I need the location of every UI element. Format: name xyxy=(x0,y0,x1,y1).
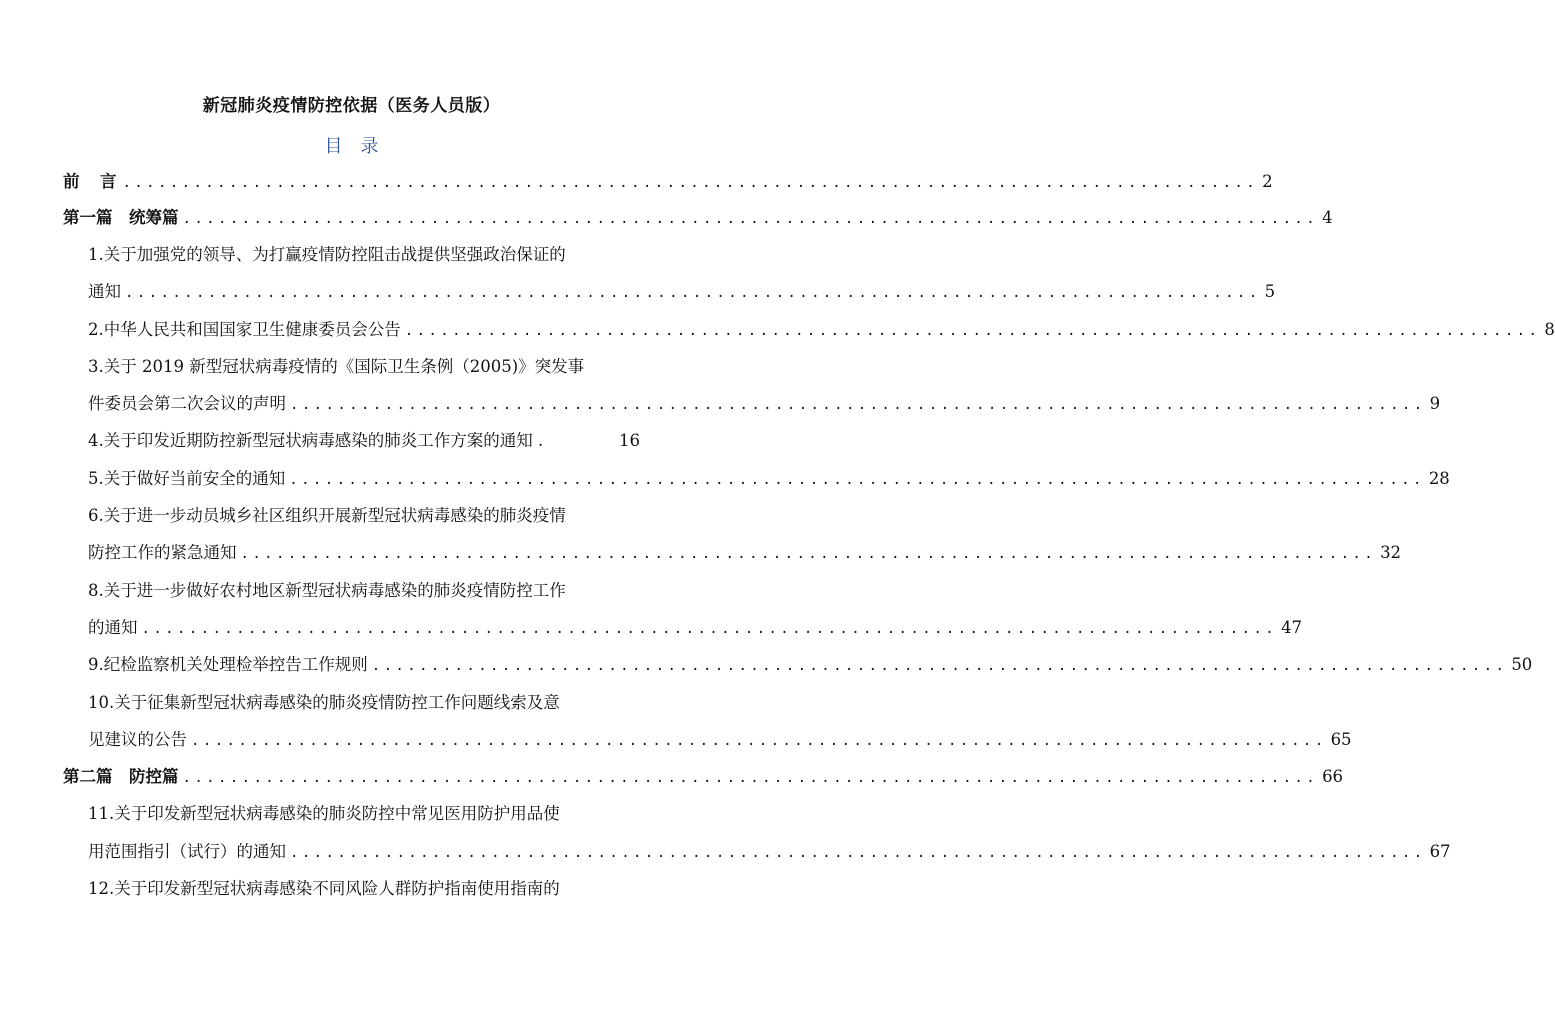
toc-entry-8-cont[interactable]: 的通知 ................................................................................................ 47 xyxy=(88,615,640,641)
toc-section-label: 第二篇 防控篇 xyxy=(63,767,179,786)
toc-entry-label: 4.关于印发近期防控新型冠状病毒感染的肺炎工作方案的通知 . xyxy=(88,431,544,450)
toc-heading: 目 录 xyxy=(324,136,379,157)
toc-entry-label: 防控工作的紧急通知 xyxy=(88,543,237,562)
toc-page-number: 8 xyxy=(1544,320,1555,339)
toc-entry-label: 见建议的公告 xyxy=(88,730,187,749)
toc-entry-label: 11.关于印发新型冠状病毒感染的肺炎防控中常见医用防护用品使 xyxy=(88,804,560,823)
toc-section-label: 第一篇 统筹篇 xyxy=(63,208,179,227)
toc-entry-label: 2.中华人民共和国国家卫生健康委员会公告 xyxy=(88,320,401,339)
document-title: 新冠肺炎疫情防控依据（医务人员版） xyxy=(202,96,501,116)
toc-entry-6[interactable] xyxy=(88,503,640,529)
toc-page-number: 2 xyxy=(1262,172,1273,191)
toc-entry-6-cont[interactable]: 防控工作的紧急通知 ................................................................................................ 32 xyxy=(88,540,640,566)
toc-section-1[interactable]: 第一篇 统筹篇 ................................................................................................ 4 xyxy=(63,205,640,231)
toc-entry-4[interactable] xyxy=(88,428,640,454)
toc-entry-label: 3.关于 2019 新型冠状病毒疫情的《国际卫生条例（2005)》突发事 xyxy=(88,357,585,376)
toc-entry-5[interactable]: 5.关于做好当前安全的通知 ................................................................................................ 28 xyxy=(88,466,640,492)
toc-entry-12[interactable] xyxy=(88,876,640,902)
toc-entry-9[interactable]: 9.纪检监察机关处理检举控告工作规则 ................................................................................................ 50 xyxy=(88,652,640,678)
toc-page-number: 9 xyxy=(1429,394,1441,413)
toc-entry-2[interactable]: 2.中华人民共和国国家卫生健康委员会公告 ................................................................................................ 8 xyxy=(88,317,640,343)
toc-entry-label: 5.关于做好当前安全的通知 xyxy=(88,469,286,488)
toc-page-number: 16 xyxy=(619,431,640,450)
toc-entry-label: 前 言 xyxy=(63,172,119,191)
toc-page-number: 50 xyxy=(1511,655,1533,674)
toc-page-number: 67 xyxy=(1429,842,1451,861)
toc-page-number: 4 xyxy=(1322,208,1333,227)
toc-entry-label: 用范围指引（试行）的通知 xyxy=(88,842,286,861)
toc-entry-1[interactable] xyxy=(88,242,640,268)
toc-entry-label: 9.纪检监察机关处理检举控告工作规则 xyxy=(88,655,368,674)
toc-entry-3-cont[interactable]: 件委员会第二次会议的声明 ................................................................................................ 9 xyxy=(88,391,640,417)
toc-entry-8[interactable] xyxy=(88,578,640,604)
toc-page-number: 47 xyxy=(1281,618,1303,637)
toc-entry-3[interactable] xyxy=(88,354,640,380)
toc-entry-11[interactable] xyxy=(88,801,640,827)
toc-entry-label: 6.关于进一步动员城乡社区组织开展新型冠状病毒感染的肺炎疫情 xyxy=(88,506,566,525)
toc-page-number: 65 xyxy=(1330,730,1352,749)
toc-entry-10-cont[interactable]: 见建议的公告 ................................................................................................ 65 xyxy=(88,727,640,753)
toc-entry-label: 8.关于进一步做好农村地区新型冠状病毒感染的肺炎疫情防控工作 xyxy=(88,581,566,600)
toc-entry-label: 10.关于征集新型冠状病毒感染的肺炎疫情防控工作问题线索及意 xyxy=(88,693,560,712)
toc-entry-11-cont[interactable]: 用范围指引（试行）的通知 ................................................................................................ 67 xyxy=(88,839,640,865)
toc-entry-preface[interactable]: 前 言 ................................................................................................ 2 xyxy=(63,169,640,195)
toc-page-number: 28 xyxy=(1428,469,1450,488)
toc-entry-label: 12.关于印发新型冠状病毒感染不同风险人群防护指南使用指南的 xyxy=(88,879,560,898)
toc-page-number: 32 xyxy=(1380,543,1402,562)
toc-section-2[interactable]: 第二篇 防控篇 ................................................................................................ 66 xyxy=(63,764,640,790)
toc-entry-label: 通知 xyxy=(88,282,121,301)
toc-entry-label: 1.关于加强党的领导、为打赢疫情防控阻击战提供坚强政治保证的 xyxy=(88,245,566,264)
toc-entry-label: 件委员会第二次会议的声明 xyxy=(88,394,286,413)
toc-page-number: 5 xyxy=(1264,282,1276,301)
toc-entry-1-cont[interactable]: 通知 ................................................................................................ 5 xyxy=(88,279,640,305)
toc-entry-label: 的通知 xyxy=(88,618,138,637)
toc-page-number: 66 xyxy=(1322,767,1344,786)
toc-entry-10[interactable] xyxy=(88,690,640,716)
